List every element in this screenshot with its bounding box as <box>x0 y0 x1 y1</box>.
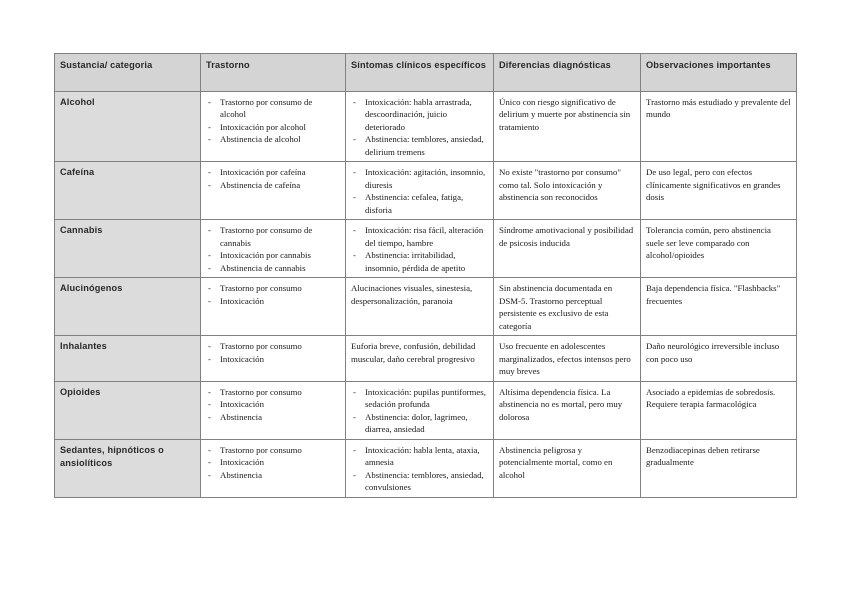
symptom-list-item: - Intoxicación: habla arrastrada, descoordinación, juicio deteriorado <box>351 96 488 133</box>
disorder-list-item: - Trastorno por consumo <box>206 386 340 398</box>
disorder-list-item: - Abstinencia <box>206 469 340 481</box>
header-important-observations: Observaciones importantes <box>641 54 797 92</box>
disorder-list <box>206 444 340 481</box>
category-cell: Cannabis <box>55 220 201 278</box>
differences-cell: No existe "trastorno por consumo" como tal. Solo intoxicación y abstinencia son reconocidos <box>494 162 641 220</box>
observations-cell: Trastorno más estudiado y prevalente del mundo <box>641 92 797 162</box>
disorder-list <box>206 224 340 274</box>
differences-cell: Síndrome amotivacional y posibilidad de psicosis inducida <box>494 220 641 278</box>
disorder-list-item: - Abstinencia de alcohol <box>206 133 340 145</box>
observations-cell: Baja dependencia física. "Flashbacks" frecuentes <box>641 278 797 336</box>
table-row <box>55 92 797 162</box>
symptoms-cell <box>346 162 494 220</box>
header-diagnostic-differences: Diferencias diagnósticas <box>494 54 641 92</box>
observations-cell: De uso legal, pero con efectos clínicamente significativos en grandes dosis <box>641 162 797 220</box>
disorder-list-item: - Intoxicación por cannabis <box>206 249 340 261</box>
disorder-cell <box>201 381 346 439</box>
disorder-list-item: - Intoxicación por cafeína <box>206 166 340 178</box>
header-disorder: Trastorno <box>201 54 346 92</box>
symptoms-cell: Euforia breve, confusión, debilidad muscular, daño cerebral progresivo <box>346 336 494 381</box>
observations-cell: Asociado a epidemias de sobredosis. Requiere terapia farmacológica <box>641 381 797 439</box>
disorder-list <box>206 166 340 191</box>
symptom-list <box>351 96 488 158</box>
disorder-list <box>206 282 340 307</box>
differences-cell: Uso frecuente en adolescentes marginalizados, efectos intensos pero muy breves <box>494 336 641 381</box>
disorder-cell <box>201 336 346 381</box>
disorder-list <box>206 96 340 146</box>
symptom-list-item: - Intoxicación: agitación, insomnio, diuresis <box>351 166 488 191</box>
symptom-list-item: - Abstinencia: irritabilidad, insomnio, pérdida de apetito <box>351 249 488 274</box>
differences-cell: Abstinencia peligrosa y potencialmente mortal, como en alcohol <box>494 439 641 497</box>
disorder-cell <box>201 278 346 336</box>
header-row <box>55 54 797 92</box>
disorder-list-item: - Intoxicación <box>206 398 340 410</box>
disorder-list <box>206 340 340 365</box>
symptom-list-item: - Intoxicación: habla lenta, ataxia, amnesia <box>351 444 488 469</box>
table-row <box>55 220 797 278</box>
symptom-list <box>351 444 488 494</box>
table-row <box>55 278 797 336</box>
symptoms-cell <box>346 381 494 439</box>
category-cell: Sedantes, hipnóticos o ansiolíticos <box>55 439 201 497</box>
disorder-list-item: - Abstinencia de cafeína <box>206 179 340 191</box>
disorder-list-item: - Trastorno por consumo <box>206 282 340 294</box>
disorder-list-item: - Trastorno por consumo de cannabis <box>206 224 340 249</box>
category-cell: Opioides <box>55 381 201 439</box>
symptom-list-item: - Abstinencia: temblores, ansiedad, convulsiones <box>351 469 488 494</box>
differences-cell: Único con riesgo significativo de delirium y muerte por abstinencia sin tratamiento <box>494 92 641 162</box>
differences-cell: Sin abstinencia documentada en DSM-5. Trastorno perceptual persistente es exclusivo de esta categoría <box>494 278 641 336</box>
symptom-list-item: - Abstinencia: cefalea, fatiga, disforia <box>351 191 488 216</box>
symptom-list <box>351 386 488 436</box>
table-row <box>55 336 797 381</box>
disorder-cell <box>201 162 346 220</box>
disorder-cell <box>201 220 346 278</box>
category-cell: Inhalantes <box>55 336 201 381</box>
disorder-cell <box>201 92 346 162</box>
table-row <box>55 381 797 439</box>
symptom-list-item: - Abstinencia: dolor, lagrimeo, diarrea, ansiedad <box>351 411 488 436</box>
category-cell: Cafeína <box>55 162 201 220</box>
disorder-list-item: - Abstinencia <box>206 411 340 423</box>
symptoms-cell: Alucinaciones visuales, sinestesia, despersonalización, paranoia <box>346 278 494 336</box>
disorder-cell <box>201 439 346 497</box>
disorder-list-item: - Intoxicación <box>206 295 340 307</box>
disorder-list <box>206 386 340 423</box>
table-header <box>55 54 797 92</box>
disorder-list-item: - Intoxicación <box>206 353 340 365</box>
category-cell: Alcohol <box>55 92 201 162</box>
symptoms-cell <box>346 439 494 497</box>
symptoms-cell <box>346 220 494 278</box>
disorder-list-item: - Abstinencia de cannabis <box>206 262 340 274</box>
symptoms-cell <box>346 92 494 162</box>
disorder-list-item: - Trastorno por consumo de alcohol <box>206 96 340 121</box>
observations-cell: Daño neurológico irreversible incluso con poco uso <box>641 336 797 381</box>
symptom-list-item: - Abstinencia: temblores, ansiedad, delirium tremens <box>351 133 488 158</box>
symptom-list-item: - Intoxicación: pupilas puntiformes, sedación profunda <box>351 386 488 411</box>
observations-cell: Benzodiacepinas deben retirarse gradualmente <box>641 439 797 497</box>
symptom-list-item: - Intoxicación: risa fácil, alteración del tiempo, hambre <box>351 224 488 249</box>
observations-cell: Tolerancia común, pero abstinencia suele ser leve comparado con alcohol/opioides <box>641 220 797 278</box>
substance-disorders-table <box>54 53 797 498</box>
disorder-list-item: - Trastorno por consumo <box>206 444 340 456</box>
disorder-list-item: - Trastorno por consumo <box>206 340 340 352</box>
symptom-list <box>351 224 488 274</box>
disorder-list-item: - Intoxicación <box>206 456 340 468</box>
symptom-list <box>351 166 488 216</box>
table-row <box>55 162 797 220</box>
table-body <box>55 92 797 498</box>
category-cell: Alucinógenos <box>55 278 201 336</box>
header-clinical-symptoms: Síntomas clínicos específicos <box>346 54 494 92</box>
differences-cell: Altísima dependencia física. La abstinencia no es mortal, pero muy dolorosa <box>494 381 641 439</box>
table-row <box>55 439 797 497</box>
disorder-list-item: - Intoxicación por alcohol <box>206 121 340 133</box>
header-substance-category: Sustancia/ categoria <box>55 54 201 92</box>
